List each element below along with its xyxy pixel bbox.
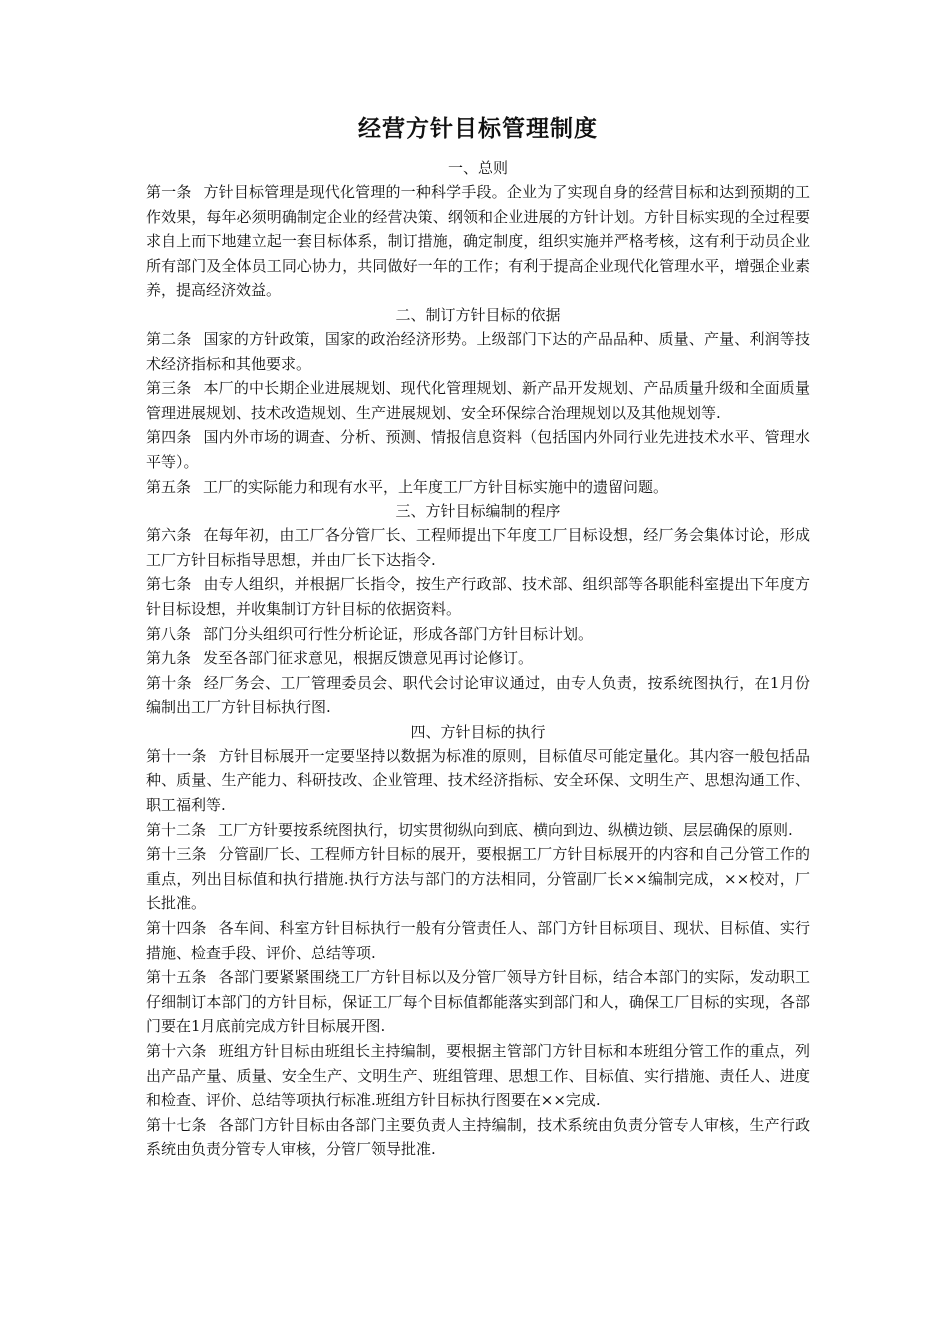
article-text: 本厂的中长期企业进展规划、现代化管理规划、新产品开发规划、产品质量升级和全面质量管理进展规划、技术改造规划、生产进展规划、安全环保综合治理规划以及其他规划等. (146, 379, 810, 422)
document-title: 经营方针目标管理制度 (358, 116, 598, 142)
article-number: 第九条 (146, 649, 192, 668)
article-number: 第四条 (146, 428, 192, 447)
article-number: 第三条 (146, 379, 192, 398)
article-number: 第十七条 (146, 1115, 207, 1134)
article-paragraph (146, 965, 810, 1039)
article-number: 第二条 (146, 329, 192, 348)
article-paragraph (146, 1113, 810, 1162)
article-text: 各部门要紧紧围绕工厂方针目标以及分管厂领导方针目标，结合本部门的实际，发动职工仔细制订本部门的方针目标，保证工厂每个目标值都能落实到部门和人，确保工厂目标的实现，各部门要在1月底前完成方针目标展开图. (146, 968, 810, 1036)
article-number: 第十四条 (146, 919, 207, 938)
article-paragraph (146, 475, 810, 500)
article-paragraph (146, 572, 810, 621)
article-paragraph (146, 425, 810, 474)
article-paragraph (146, 842, 810, 916)
article-number: 第七条 (146, 575, 192, 594)
article-number: 第八条 (146, 624, 192, 643)
article-text: 各部门方针目标由各部门主要负责人主持编制，技术系统由负责分管专人审核，生产行政系统由负责分管专人审核，分管厂领导批准. (146, 1115, 810, 1159)
article-paragraph (146, 818, 810, 843)
article-text: 部门分头组织可行性分析论证，形成各部门方针目标计划。 (203, 624, 594, 643)
article-paragraph (146, 916, 810, 965)
article-paragraph (146, 327, 810, 376)
article-text: 工厂方针要按系统图执行，切实贯彻纵向到底、横向到边、纵横边锁、层层确保的原则. (218, 820, 793, 839)
article-text: 由专人组织，并根据厂长指令，按生产行政部、技术部、组织部等各职能科室提出下年度方针目标设想，并收集制订方针目标的依据资料。 (146, 575, 810, 618)
article-paragraph (146, 376, 810, 425)
article-text: 班组方针目标由班组长主持编制，要根据主管部门方针目标和本班组分管工作的重点，列出产品产量、质量、安全生产、文明生产、班组管理、思想工作、目标值、实行措施、责任人、进度和检查、评价、总结等项执行标准.班组方针目标执行图要在××完成. (146, 1042, 810, 1110)
article-text: 分管副厂长、工程师方针目标的展开，要根据工厂方针目标展开的内容和自己分管工作的重点，列出目标值和执行措施.执行方法与部门的方法相同，分管副厂长××编制完成，××校对，厂长批准。 (146, 845, 810, 913)
article-text: 国家的方针政策，国家的政治经济形势。上级部门下达的产品品种、质量、产量、利润等技术经济指标和其他要求。 (146, 329, 810, 373)
article-paragraph (146, 523, 810, 572)
section-heading: 四、方针目标的执行 (410, 722, 546, 741)
article-paragraph (146, 180, 810, 303)
article-paragraph (146, 744, 810, 818)
article-text: 经厂务会、工厂管理委员会、职代会讨论审议通过，由专人负责，按系统图执行，在1月份编制出工厂方针目标执行图. (146, 673, 810, 717)
article-number: 第十二条 (146, 820, 207, 839)
article-paragraph (146, 1039, 810, 1113)
section-heading: 二、制订方针目标的依据 (395, 305, 561, 324)
article-text: 在每年初，由工厂各分管厂长、工程师提出下年度工厂目标设想，经厂务会集体讨论，形成工厂方针目标指导思想，并由厂长下达指令. (146, 526, 810, 569)
article-text: 国内外市场的调查、分析、预测、情报信息资料（包括国内外同行业先进技术水平、管理水平等）。 (146, 428, 810, 471)
section-heading: 一、总则 (447, 159, 508, 177)
section-heading: 三、方针目标编制的程序 (395, 502, 561, 521)
article-paragraph (146, 622, 810, 647)
article-number: 第十一条 (146, 746, 207, 765)
article-number: 第五条 (146, 477, 192, 496)
article-text: 方针目标展开一定要坚持以数据为标准的原则，目标值尽可能定量化。其内容一般包括品种、质量、生产能力、科研技改、企业管理、技术经济指标、安全环保、文明生产、思想沟通工作、职工福利等. (146, 746, 810, 815)
article-text: 各车间、科室方针目标执行一般有分管责任人、部门方针目标项目、现状、目标值、实行措施、检查手段、评价、总结等项. (146, 919, 810, 962)
article-text: 工厂的实际能力和现有水平，上年度工厂方针目标实施中的遗留问题。 (203, 477, 669, 496)
article-number: 第一条 (146, 183, 192, 201)
article-number: 第十三条 (146, 845, 207, 864)
document-page (146, 112, 810, 1162)
article-paragraph (146, 646, 810, 671)
article-number: 第十五条 (146, 968, 207, 987)
article-paragraph (146, 671, 810, 720)
article-number: 第十六条 (146, 1042, 207, 1060)
article-text: 方针目标管理是现代化管理的一种科学手段。企业为了实现自身的经营目标和达到预期的工作效果，每年必须明确制定企业的经营决策、纲领和企业进展的方针计划。方针目标实现的全过程要求自上而下地建立起一套目标体系，制订措施，确定制度，组织实施并严格考核，这有利于动员企业所有部门及全体员工同心协力，共同做好一年的工作；有利于提高企业现代化管理水平，增强企业素养，提高经济效益。 (146, 183, 810, 300)
article-text: 发至各部门征求意见，根据反馈意见再讨论修订。 (203, 649, 534, 668)
article-number: 第十条 (146, 673, 192, 692)
article-number: 第六条 (146, 526, 192, 545)
